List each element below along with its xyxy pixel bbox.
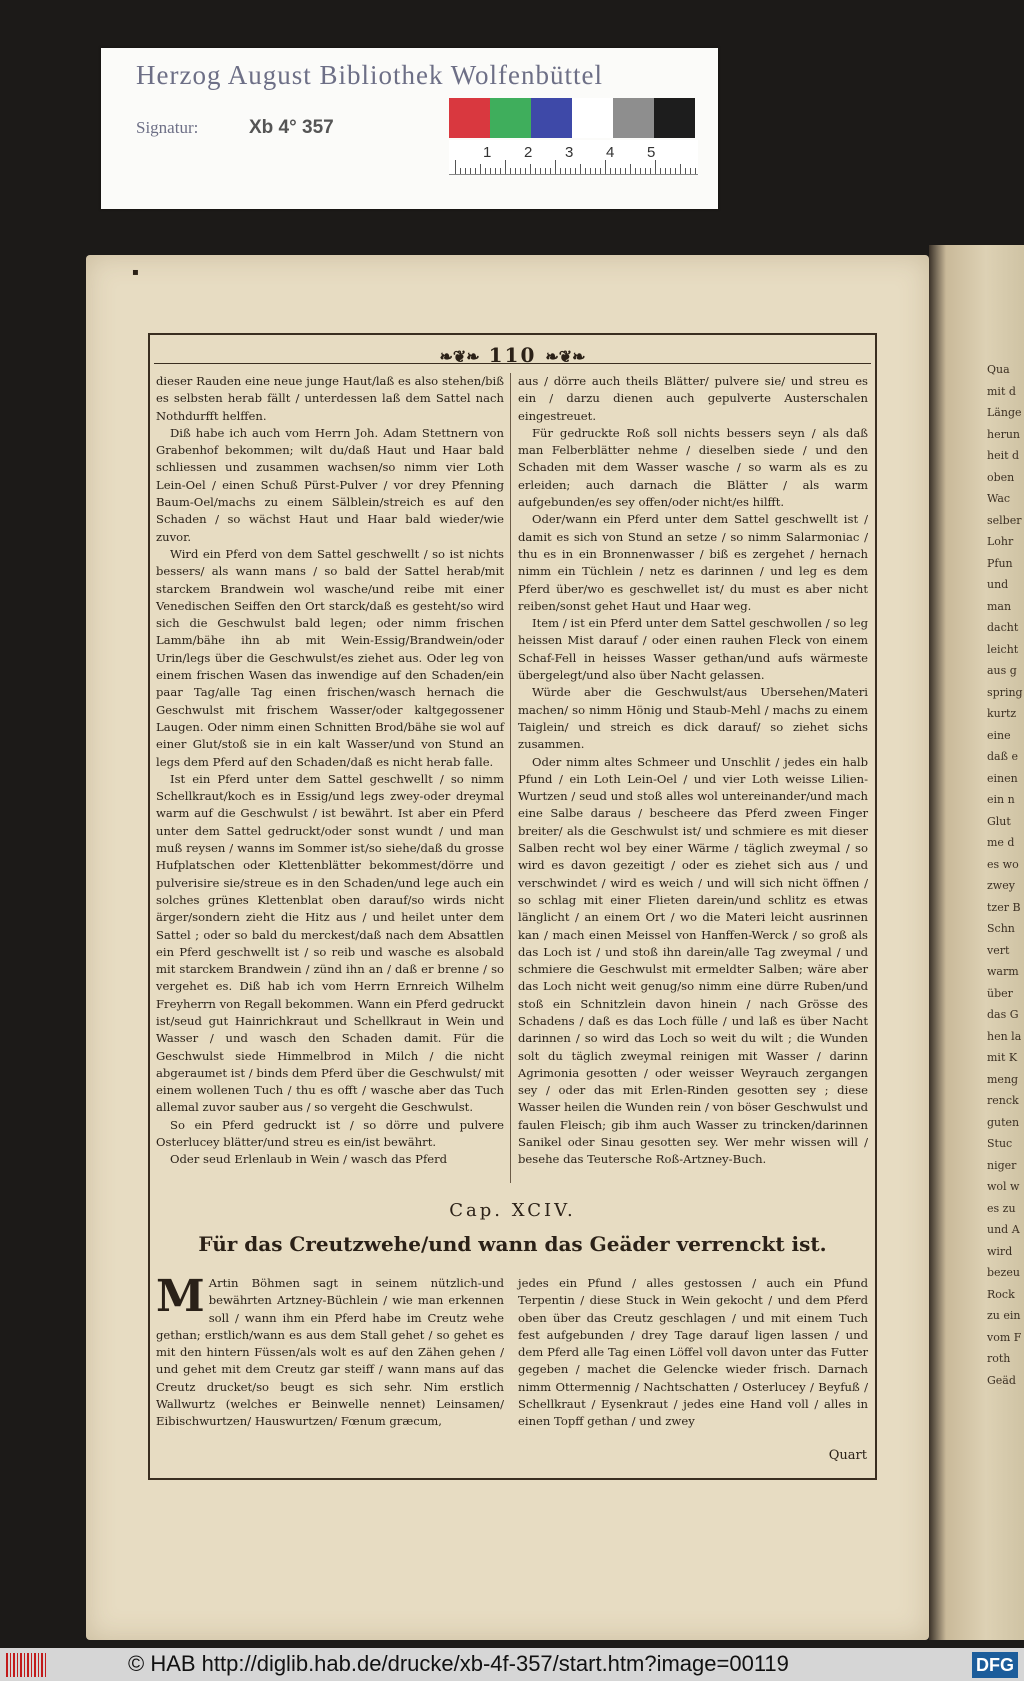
ruler-tick: [495, 168, 496, 174]
paragraph: So ein Pferd gedruckt ist / so dörre und pulvere Osterlucey blätter/und streu es ein/ist bewährt.: [156, 1117, 504, 1150]
paragraph: Diß habe ich auch vom Herrn Joh. Adam Stettnern von Grabenhof bekommen; wilt du/daß Haut und Haar bald schliessen und zusammen wachsen/so nimm vier Loth Lein-Oel / einen Schuß Pürst-Pulver / vor drey Pfenning Baum-Oel/machs zu einem Sälblein/streich es auf den Schaden / so wächst Haut und Haar bald wieder/wie zuvor.: [156, 425, 504, 544]
facing-page-fragment: über: [987, 986, 1013, 1000]
facing-page-fragment: Länge: [987, 406, 1022, 419]
ruler-tick: [510, 168, 511, 174]
ruler-tick: [555, 160, 556, 174]
facing-page-fragment: roth: [987, 1352, 1011, 1365]
color-swatches: [449, 98, 695, 138]
facing-page-fragment: man: [987, 599, 1012, 613]
facing-page-fragment: bezeu: [987, 1266, 1020, 1279]
ruler-tick: [655, 160, 656, 174]
facing-page-fragment: Lohr: [987, 535, 1014, 548]
paragraph: Für gedruckte Roß soll nichts bessers seyn / als daß man Felberblätter nehme / dieselben siede / und den Schaden mit dem Wasser wasche / so warm als es zu erleiden; auch darnach die Blätter / als warm aufgebunden/es sey offen/oder nicht/es hilfft.: [518, 425, 868, 510]
scale-ruler: [449, 140, 698, 175]
facing-page-fragment: herun: [987, 427, 1021, 441]
facing-page-fragment: ein n: [987, 793, 1015, 806]
paragraph: aus / dörre auch theils Blätter/ pulvere sie/ und streu es ein / darzu dienen auch gepulverte Austerschalen eingestreuet.: [518, 374, 868, 423]
ruler-tick: [665, 168, 666, 174]
ruler-number: 3: [565, 144, 574, 161]
ruler-tick: [545, 168, 546, 174]
facing-page-fragment: renck: [987, 1094, 1019, 1107]
facing-page-fragment: niger: [987, 1158, 1017, 1172]
paragraph: Oder seud Erlenlaub in Wein / wasch das Pferd: [170, 1152, 448, 1167]
ruler-tick: [480, 164, 481, 174]
ruler-tick: [585, 168, 586, 174]
ruler-number: 2: [524, 144, 533, 161]
dfg-logo: DFG: [972, 1652, 1018, 1678]
viewer-footer: [0, 1648, 1024, 1681]
facing-page-fragment: wol w: [987, 1180, 1020, 1193]
catchword: Quart: [828, 1448, 867, 1463]
drop-cap: M: [156, 1271, 205, 1322]
paragraph: Item / ist ein Pferd unter dem Sattel geschwollen / so leg heissen Mist darauf / oder einen rauhen Fleck von einem Schaf-Fell in heisses Wasser gethan/und aufs wärmeste übergelegt/und also über Nacht gelassen.: [518, 616, 868, 683]
facing-page-fragment: hen la: [987, 1029, 1022, 1043]
ruler-tick: [605, 160, 606, 174]
ruler-tick: [635, 168, 636, 174]
chapter-title: Für das Creutzwehe/und wann das Geäder verrenckt ist.: [198, 1232, 827, 1256]
facing-page-fragment: oben: [987, 470, 1015, 484]
facing-page-fragment: das G: [987, 1008, 1019, 1021]
color-swatch: [531, 98, 572, 138]
facing-page-fragment: Pfun: [987, 556, 1013, 570]
ruler-tick: [680, 164, 681, 174]
paragraph: Oder nimm altes Schmeer und Unschlit / jedes ein halb Pfund / ein Loth Lein-Oel / und vier Loth weisse Lilien-Wurtzen / seud und stoß alles wol untereinander/und mach eine Salbe daraus / bescheere das Pferd zween Finger breiter/ als die Geschwulst ist/ und schmiere es mit dieser Salben recht wol bey einer Wärme / täglich zweymal / so wird es davon gezeitigt / oder es ziehet sich aus / und verschwindet / wird es weich / und will sich nicht öffnen / so schlag mit einer Flieten darein/und schlitz es etwas länglicht / an einem Ort / wo die Materi leicht ausrinnen kan / mach einen Meissel von Hanffen-Werck / so groß als das Loch ist / und stoß ihn darein/alle Tag zweymal / und schmiere die Geschwulst mit ermeldter Salben; wäre aber das Loch nicht weit genug/so nimm eine dürre Ruben/und stoß ein Schnitzlein davon hinein / nach Grösse des Schadens / daß es das Loch fülle / und laß es über Nacht darinnen / so wird das Loch so weit du wilt ; die Wunden solt du täglich zweymal reinigen mit Wasser / darinn Agrimonia gesotten / oder weisser Weyrauch zergangen sey / oder das mit Erlen-Rinden gesotten sey ; diese Wasser heilen die Wunden rein / von böser Geschwulst und faulen Fleisch; gib ihm auch Wasser zu trincken/darinnen Sanikel oder Sinau gesotten sey. Wer mehr wissen will / besehe das Teutersche Roß-Artzney-Buch.: [518, 754, 868, 1167]
facing-page-fragment: spring: [987, 685, 1023, 699]
facing-page-fragment: daß e: [987, 750, 1018, 763]
facing-page-fragment: dacht: [987, 621, 1019, 634]
facing-page-fragment: Schn: [987, 922, 1015, 935]
ruler-tick: [505, 160, 506, 174]
color-swatch: [449, 98, 490, 138]
paragraph: Wird ein Pferd von dem Sattel geschwellt / so ist nichts bessers/ als wann mans / so bald der Sattel herab/mit starckem Brandwein wol wasche/und reibe mit einer Venedischen Seiffen den Ort starck/daß es gesteht/so wird sich die Geschwulst bald legen; oder nimm frischen Lamm/bähe ihn ab mit Wein-Essig/Brandwein/oder Urin/legs über die Geschwulst/es ziehet aus. Oder leg von einem frischen Wasen das inwendige auf den Schaden/ein paar Tag/alle Tag einen frischen/wasch hernach die Geschwulst mit frischem Wasser/oder kaltgegossener Laugen. Oder nimm einen Schnitten Brod/bähe sie wol auf einer Glut/stoß sie in ein kalt Wasser/und von Stund an legs dem Pferd auf den Schaden/daß es nicht herab falle.: [156, 546, 504, 769]
facing-page-fragment: zwey: [987, 879, 1015, 892]
ruler-tick: [615, 168, 616, 174]
facing-page-fragment: wird: [987, 1244, 1013, 1258]
ruler-tick: [540, 168, 541, 174]
color-swatch: [490, 98, 531, 138]
paragraph: Artin Böhmen sagt in seinem nützlich-und bewährten Artzney-Büchlein / wie man erkennen soll / wann ihm ein Pferd habe im Creutz wehe gethan; erstlich/wann es aus dem Stall gehet / so gehet es mit den hintern Füssen/als wolt es auf den Zähen gehen / und gehet mit dem Creutz gar steiff / wann mans auf das Creutz drucket/so beugt es sich sehr. Nim erstlich Wallwurtz (welches er Beinwelle nennet) Leinsamen/ Eibischwurtzen/ Hauswurtzen/ Fœnum græcum,: [156, 1276, 504, 1429]
chapter-right-column: jedes ein Pfund / alles gestossen / auch ein Pfund Terpentin / diese Stuck in Wein gekocht / und dem Pferd oben über das Creutz geschlagen / und mit einem Tuch fest aufgebunden / drey Tage darauf ligen lassen / und dem Pferd alle Tag einen Löffel voll davon unter das Futter gegeben / machet die Gelencke wieder frisch. Darnach nimm Ottermennig / Nachtschatten / Osterlucey / Beyfuß / Schellkraut / Eysenkraut / jedes eine Hand voll / alles in einen Topff gethan / und zwey: [518, 1276, 868, 1429]
facing-page-fragment: guten: [987, 1115, 1020, 1129]
paragraph: dieser Rauden eine neue junge Haut/laß es also stehen/biß es selbsten herab fällt / unterdessen laß dem Sattel nach Nothdurfft helffen.: [156, 374, 504, 423]
facing-page-fragment: Wac: [987, 492, 1011, 505]
facing-page-fragment: me d: [987, 836, 1015, 849]
text-frame: [148, 333, 877, 1480]
book-page: [86, 255, 929, 1640]
facing-page-fragment: leicht: [987, 642, 1019, 656]
ruler-tick: [520, 168, 521, 174]
color-swatch: [654, 98, 695, 138]
ruler-tick: [475, 168, 476, 174]
ruler-tick: [620, 168, 621, 174]
facing-page-fragment: eine: [987, 728, 1011, 742]
signature-value: Xb 4° 357: [249, 117, 334, 138]
facing-page-fragment: kurtz: [987, 707, 1017, 720]
ornament-left-icon: ❧❦❧: [439, 347, 480, 366]
right-column: [518, 373, 868, 1169]
left-column: [156, 373, 511, 1183]
color-swatch: [613, 98, 654, 138]
hab-logo-icon: [6, 1653, 46, 1677]
facing-page-fragment: und: [987, 578, 1009, 591]
facing-page-fragment: Glut: [987, 814, 1011, 828]
ruler-tick: [485, 168, 486, 174]
ruler-tick: [565, 168, 566, 174]
facing-page-fragment: Qua: [987, 363, 1010, 376]
ruler-tick: [690, 168, 691, 174]
chapter-heading: Cap. XCIV.: [449, 1200, 576, 1221]
ruler-tick: [460, 168, 461, 174]
ruler-tick: [645, 168, 646, 174]
ruler-tick: [685, 168, 686, 174]
facing-page-fragment: vom F: [987, 1330, 1022, 1344]
ornament-right-icon: ❧❦❧: [545, 347, 586, 366]
facing-page-fragment: warm: [987, 965, 1019, 978]
ruler-tick: [695, 168, 696, 174]
ruler-tick: [465, 168, 466, 174]
facing-page-fragment: vert: [987, 943, 1010, 957]
facing-page-fragment: es wo: [987, 857, 1019, 871]
ruler-tick: [570, 168, 571, 174]
facing-page-fragment: meng: [987, 1072, 1019, 1086]
page-mark: ▪: [132, 267, 139, 278]
paragraph: Würde aber die Geschwulst/aus Ubersehen/Materi machen/ so nimm Hönig und Staub-Mehl / machs zu einem Taiglein/ und streich es dick darauf/ so ziehet sichs zusammen.: [518, 685, 868, 752]
facing-page-fragment: und A: [987, 1223, 1020, 1236]
ruler-tick: [550, 168, 551, 174]
facing-page-fragment: heit d: [987, 449, 1020, 462]
facing-page-edge: [929, 245, 1024, 1640]
page-number: ❧❦❧ 110 ❧❦❧: [439, 343, 586, 367]
facing-page-fragment: mit K: [987, 1051, 1018, 1064]
copyright-link[interactable]: © HAB http://diglib.hab.de/drucke/xb-4f-357/start.htm?image=00119: [128, 1651, 789, 1676]
ruler-tick: [455, 160, 456, 174]
ruler-tick: [595, 168, 596, 174]
ruler-tick: [500, 168, 501, 174]
ruler-tick: [625, 168, 626, 174]
facing-page-fragment: es zu: [987, 1201, 1016, 1215]
ruler-number: 1: [483, 144, 492, 161]
ruler-tick: [650, 168, 651, 174]
library-name: Herzog August Bibliothek Wolfenbüttel: [136, 60, 604, 90]
facing-page-fragment: einen: [987, 771, 1018, 785]
paragraph: Oder/wann ein Pferd unter dem Sattel geschwellt ist / damit es sich von Stund an setze / so nimm Salarmoniac / thu es in ein Bronnenwasser / biß es zergehet / hernach nimm ein Tüchlein / netz es darinnen / und leg es dem Pferd über/wo es geschwellet ist/ du must es aber nicht reiben/sonst gehet Haut und Haar weg.: [518, 512, 868, 613]
ruler-tick: [670, 168, 671, 174]
ruler-tick: [590, 168, 591, 174]
color-calibration-card: [101, 48, 718, 209]
facing-page-fragment: zu ein: [987, 1309, 1021, 1322]
signature-label: Signatur:: [136, 118, 199, 137]
ruler-tick: [515, 168, 516, 174]
ruler-number: 5: [647, 144, 656, 161]
ruler-tick: [575, 168, 576, 174]
ruler-tick: [535, 168, 536, 174]
ruler-tick: [530, 164, 531, 174]
ruler-tick: [470, 168, 471, 174]
facing-page-fragment: Rock: [987, 1287, 1015, 1301]
paragraph: Ist ein Pferd unter dem Sattel geschwellt / so nimm Schellkraut/koch es in Essig/und legs zwey-oder dreymal warm auf die Geschwulst / ist bewährt. Ist aber ein Pferd unter dem Sattel gedruckt/oder sonst wundt / und man muß reysen / wanns im Sommer ist/so siehe/daß du grosse Hufplatschen oder Klettenblätter bekommest/dörre und pulverisire sie/streue es in den Schaden/und lege auch ein solches grünes Klettenblat oben darauf/so wirds nicht ärger/sondern zieht die Hitz aus / und heilet unter dem Sattel ; oder so bald du merckest/daß nach dem Absattlen ein Pferd geschwellt ist / so reib und wasche es alsobald mit starckem Brandwein / zünd ihn an / daß er brenne / so vergehet es. Diß hab ich vom Herrn Ernreich Wilhelm Freyherrn von Regall bekommen. Wann ein Pferd gedruckt ist/seud gut Hainrichkraut und Schellkraut in Wein und Wasser / und wasch den Schaden damit. Für die Geschwulst siede Himmelbrod in Milch / die nicht abgeraumet ist / binds dem Pferd über die Geschwulst/ mit einem wollenen Tuch / thu es offt / wasche aber das Tuch allemal zuvor sauber aus / so vergeht die Geschwulst.: [156, 771, 504, 1115]
facing-page-fragment: Geäd: [987, 1373, 1016, 1387]
facing-page-fragment: aus g: [987, 664, 1017, 677]
ruler-tick: [660, 168, 661, 174]
facing-page-fragment: selber: [987, 513, 1022, 527]
facing-page-fragment: mit d: [987, 384, 1016, 398]
ruler-tick: [600, 168, 601, 174]
ruler-tick: [630, 164, 631, 174]
color-swatch: [572, 98, 613, 138]
ruler-tick: [525, 168, 526, 174]
ruler-tick: [640, 168, 641, 174]
ruler-tick: [675, 168, 676, 174]
chapter-left-column: [156, 1271, 504, 1431]
ruler-tick: [610, 168, 611, 174]
facing-page-fragment: tzer B: [987, 900, 1021, 914]
ruler-tick: [560, 168, 561, 174]
ruler-tick: [490, 168, 491, 174]
ruler-number: 4: [606, 144, 615, 161]
facing-page-fragment: Stuc: [987, 1137, 1013, 1150]
ruler-tick: [580, 164, 581, 174]
